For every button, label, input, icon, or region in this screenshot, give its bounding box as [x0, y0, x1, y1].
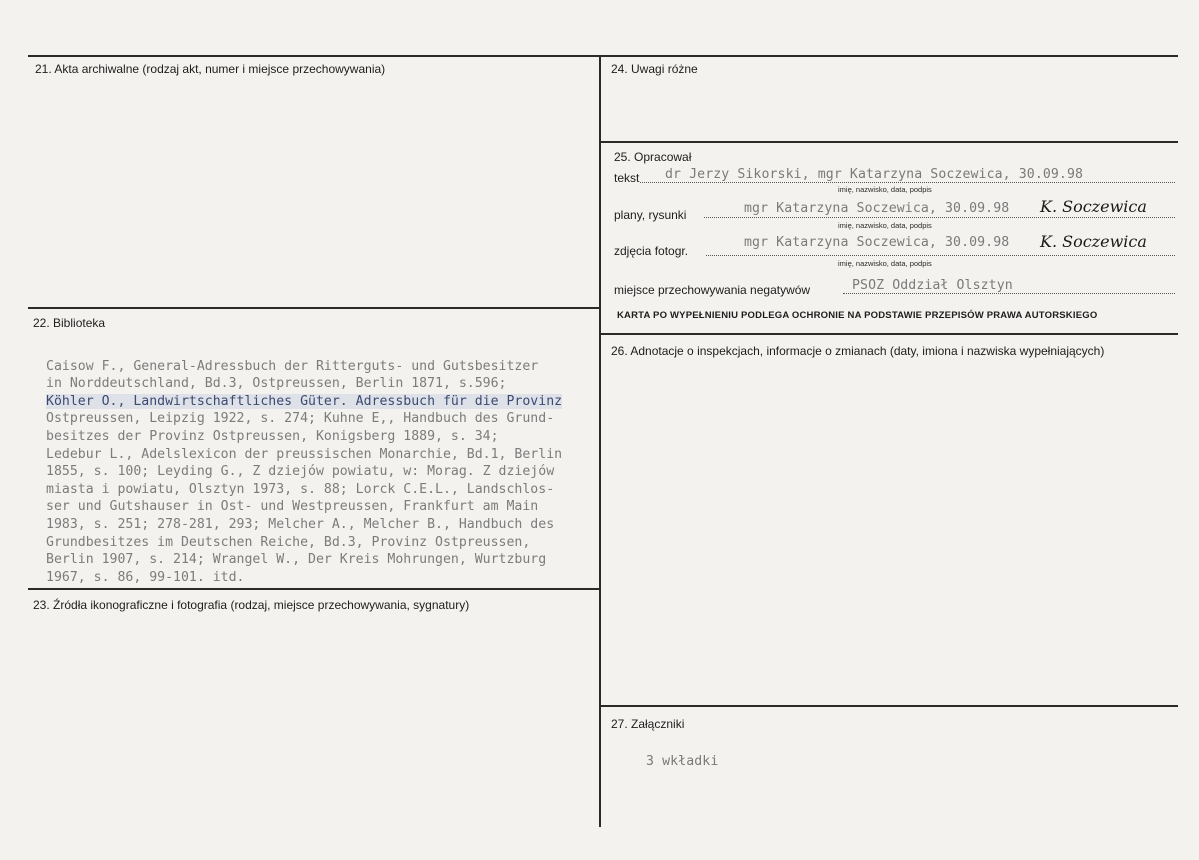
zdjecia-signature: K. Soczewica — [1040, 232, 1147, 251]
plany-caption: imię, nazwisko, data, podpis — [838, 221, 932, 230]
bib-line: Ledebur L., Adelslexicon der preussischen Monarchie, Bd.1, Berlin — [46, 446, 563, 462]
bib-line: Ostpreussen, Leipzig 1922, s. 274; Kuhne E,, Handbuch des Grund- — [46, 411, 555, 427]
plany-value: mgr Katarzyna Soczewica, 30.09.98 — [744, 201, 1010, 216]
section-27-label: 27. Załączniki — [611, 717, 685, 731]
bib-line: Berlin 1907, s. 214; Wrangel W., Der Kreis Mohrungen, Wurtzburg — [46, 552, 547, 568]
bib-line: besitzes der Provinz Ostpreussen, Konigsberg 1889, s. 34; — [46, 428, 499, 444]
bib-line: Grundbesitzes im Deutschen Reiche, Bd.3, Provinz Ostpreussen, — [46, 534, 531, 550]
section-23-label: 23. Źródła ikonograficzne i fotografia (rodzaj, miejsce przechowywania, sygnatury) — [33, 598, 470, 612]
zdjecia-caption: imię, nazwisko, data, podpis — [838, 259, 932, 268]
top-rule-left — [28, 55, 600, 57]
rule-24-25 — [600, 141, 1178, 143]
copyright-warning: KARTA PO WYPEŁNIENIU PODLEGA OCHRONIE NA PODSTAWIE PRZEPISÓW PRAWA AUTORSKIEGO — [617, 310, 1098, 321]
bib-line: 1983, s. 251; 278-281, 293; Melcher A., Melcher B., Handbuch des — [46, 516, 555, 532]
bib-line: ser und Gutshauser in Ost- und Westpreussen, Frankfurt am Main — [46, 499, 539, 515]
zdjecia-dotted-line — [706, 255, 1175, 256]
rule-22-23 — [28, 588, 600, 590]
section-24-label: 24. Uwagi różne — [611, 62, 698, 76]
bib-line: miasta i powiatu, Olsztyn 1973, s. 88; Lorck C.E.L., Landschlos- — [46, 481, 555, 497]
tekst-value: dr Jerzy Sikorski, mgr Katarzyna Soczewica, 30.09.98 — [665, 167, 1084, 182]
tekst-dotted-line — [640, 182, 1175, 183]
plany-label: plany, rysunki — [614, 208, 687, 222]
miejsce-label: miejsce przechowywania negatywów — [614, 283, 811, 297]
plany-signature: K. Soczewica — [1040, 197, 1147, 216]
miejsce-dotted-line — [843, 293, 1175, 294]
bib-line: 1967, s. 86, 99-101. itd. — [46, 569, 245, 585]
attachments-value: 3 wkładki — [646, 754, 719, 769]
section-22-label: 22. Biblioteka — [33, 316, 106, 330]
tekst-label: tekst — [614, 171, 640, 185]
bib-line: Caisow F., General-Adressbuch der Ritterguts- und Gutsbesitzer — [46, 358, 539, 374]
bib-line: in Norddeutschland, Bd.3, Ostpreussen, Berlin 1871, s.596; — [46, 376, 507, 392]
section-25-label: 25. Opracował — [614, 150, 692, 164]
zdjecia-value: mgr Katarzyna Soczewica, 30.09.98 — [744, 235, 1010, 250]
bib-line-highlighted: Köhler O., Landwirtschaftliches Güter. Adressbuch für die Provinz — [46, 393, 563, 409]
bibliography-text — [46, 340, 606, 586]
rule-25-26 — [600, 333, 1178, 335]
rule-26-27 — [600, 705, 1178, 707]
plany-dotted-line — [704, 217, 1175, 218]
miejsce-value: PSOZ Oddział Olsztyn — [852, 278, 1013, 293]
top-rule-right — [600, 55, 1178, 57]
section-21-label: 21. Akta archiwalne (rodzaj akt, numer i miejsce przechowywania) — [35, 62, 386, 76]
zdjecia-label: zdjęcia fotogr. — [614, 244, 689, 258]
tekst-caption: imię, nazwisko, data, podpis — [838, 185, 932, 194]
bib-line: 1855, s. 100; Leyding G., Z dziejów powiatu, w: Morag. Z dziejów — [46, 464, 555, 480]
section-26-label: 26. Adnotacje o inspekcjach, informacje o zmianach (daty, imiona i nazwiska wypełniających) — [611, 344, 1105, 358]
rule-21-22 — [28, 307, 600, 309]
